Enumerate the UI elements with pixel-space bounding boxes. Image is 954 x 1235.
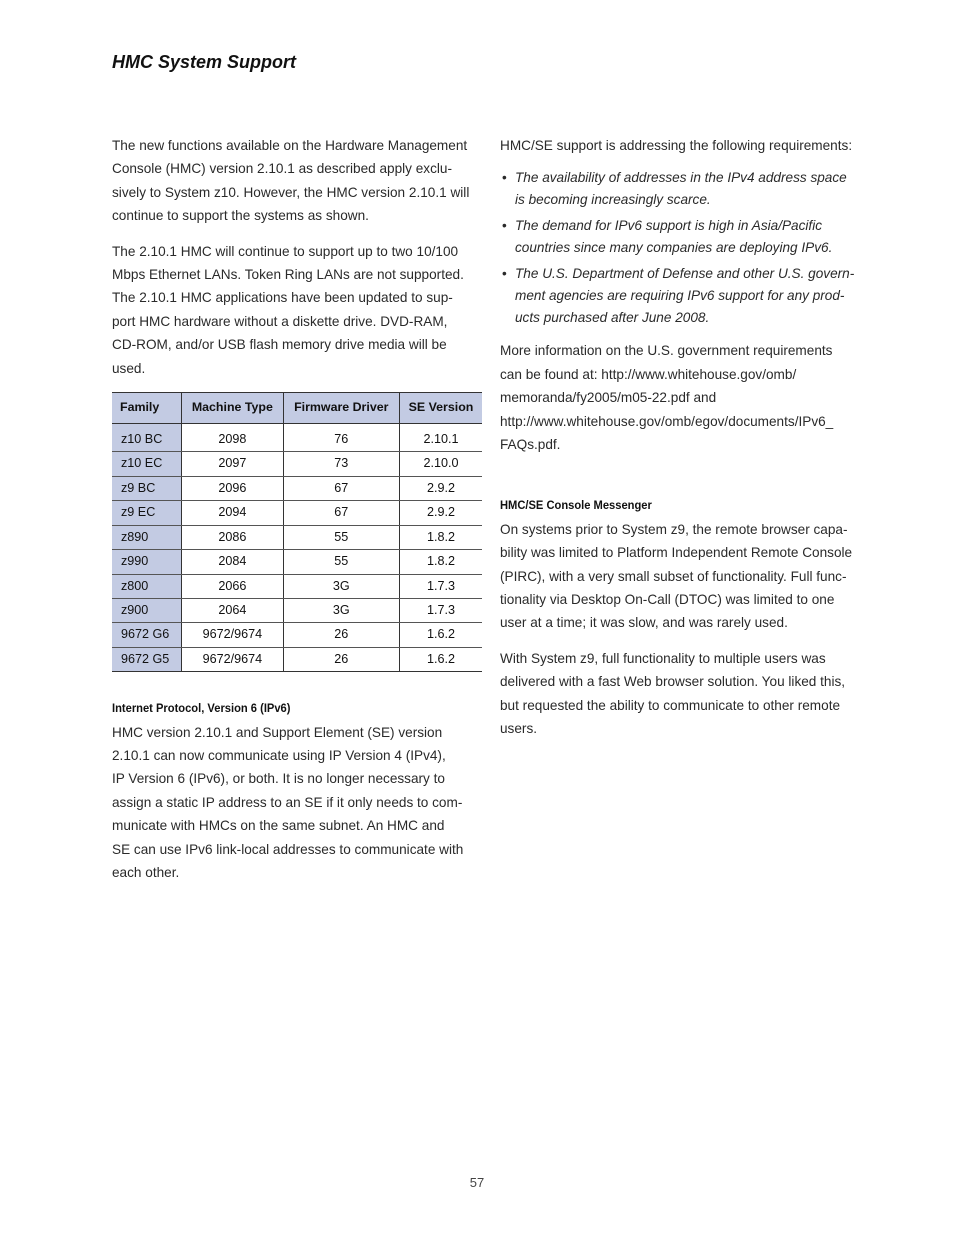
- firmware-driver-cell: 3G: [283, 598, 399, 622]
- table-row: [112, 550, 482, 574]
- machine-type-cell: 2094: [182, 501, 283, 525]
- table-row: [112, 647, 482, 671]
- firmware-driver-cell: 26: [283, 623, 399, 647]
- se-version-cell: 1.6.2: [399, 647, 482, 671]
- page-title: HMC System Support: [112, 52, 297, 72]
- table-header-row: [112, 393, 482, 424]
- se-version-cell: 1.8.2: [399, 525, 482, 549]
- machine-type-cell: 2064: [182, 598, 283, 622]
- machine-type-cell: 9672/9674: [182, 647, 283, 671]
- table-row: [112, 501, 482, 525]
- se-version-cell: 1.7.3: [399, 598, 482, 622]
- firmware-driver-cell: 73: [283, 452, 399, 476]
- family-cell: z990: [112, 550, 182, 574]
- firmware-driver-cell: 76: [283, 424, 399, 452]
- bullet-icon: •: [502, 266, 507, 282]
- bullet-icon: •: [502, 170, 507, 186]
- column-header-family: Family: [112, 393, 182, 424]
- table-row: [112, 525, 482, 549]
- ipv6-section-heading: Internet Protocol, Version 6 (IPv6): [112, 701, 291, 716]
- ipv6-paragraph: HMC version 2.10.1 and Support Element (SE) version 2.10.1 can now communicate using IP Version 4 (IPv4), IP Version 6 (IPv6), or both. It is no longer necessary to assign a static IP address to an SE if it only needs to com- municate with HMCs on the same subnet. An HMC and SE can use IPv6 link-local addresses to communicate with each other.: [112, 724, 464, 880]
- left-column: [112, 134, 484, 896]
- table-row: [112, 598, 482, 622]
- lan-support-paragraph: The 2.10.1 HMC will continue to support up to two 10/100 Mbps Ethernet LANs. Token Ring LANs are not supported. The 2.10.1 HMC applications have been updated to sup- port HMC hardware without a diskette drive. DVD-RAM, CD-ROM, and/or USB flash memory drive media will be used.: [112, 243, 464, 376]
- right-column: [500, 134, 872, 753]
- table-row: [112, 476, 482, 500]
- column-header-firmware-driver: Firmware Driver: [283, 393, 399, 424]
- system-support-table: [112, 392, 482, 672]
- family-cell: z9 EC: [112, 501, 182, 525]
- machine-type-cell: 2084: [182, 550, 283, 574]
- machine-type-cell: 9672/9674: [182, 623, 283, 647]
- firmware-driver-cell: 55: [283, 525, 399, 549]
- console-messenger-paragraph: On systems prior to System z9, the remote browser capa- bility was limited to Platform Independent Remote Console (PIRC), with a very small subset of functionality. Full func- tionality via Desktop On-Call (DTOC) was limited to one user at a time; it was slow, and was rarely used.: [500, 521, 853, 631]
- list-item: • The availability of addresses in the IPv4 address space is becoming increasingly scarce.: [500, 167, 872, 211]
- firmware-driver-cell: 67: [283, 501, 399, 525]
- requirements-list: [500, 167, 872, 329]
- family-cell: z800: [112, 574, 182, 598]
- requirements-intro: HMC/SE support is addressing the following requirements:: [500, 138, 853, 153]
- family-cell: z10 BC: [112, 424, 182, 452]
- table-row: [112, 574, 482, 598]
- se-version-cell: 2.10.1: [399, 424, 482, 452]
- firmware-driver-cell: 67: [283, 476, 399, 500]
- machine-type-cell: 2097: [182, 452, 283, 476]
- se-version-cell: 1.7.3: [399, 574, 482, 598]
- console-messenger-heading: HMC/SE Console Messenger: [500, 498, 652, 513]
- family-cell: 9672 G6: [112, 623, 182, 647]
- machine-type-cell: 2096: [182, 476, 283, 500]
- machine-type-cell: 2098: [182, 424, 283, 452]
- bullet-icon: •: [502, 218, 507, 234]
- machine-type-cell: 2086: [182, 525, 283, 549]
- intro-paragraph: The new functions available on the Hardware Management Console (HMC) version 2.10.1 as described apply exclu- sively to System z10. However, the HMC version 2.10.1 will continue to support the systems as shown.: [112, 138, 470, 224]
- firmware-driver-cell: 26: [283, 647, 399, 671]
- family-cell: z900: [112, 598, 182, 622]
- machine-type-cell: 2066: [182, 574, 283, 598]
- firmware-driver-cell: 3G: [283, 574, 399, 598]
- table-row: [112, 424, 482, 452]
- list-item: • The U.S. Department of Defense and other U.S. govern- ment agencies are requiring IPv6 support for any prod- ucts purchased after June 2008.: [500, 263, 872, 329]
- family-cell: z9 BC: [112, 476, 182, 500]
- family-cell: 9672 G5: [112, 647, 182, 671]
- family-cell: z10 EC: [112, 452, 182, 476]
- page-number: 57: [469, 1175, 485, 1190]
- table-row: [112, 452, 482, 476]
- se-version-cell: 1.8.2: [399, 550, 482, 574]
- family-cell: z890: [112, 525, 182, 549]
- se-version-cell: 2.9.2: [399, 501, 482, 525]
- se-version-cell: 2.9.2: [399, 476, 482, 500]
- se-version-cell: 2.10.0: [399, 452, 482, 476]
- column-header-se-version: SE Version: [399, 393, 482, 424]
- se-version-cell: 1.6.2: [399, 623, 482, 647]
- column-header-machine-type: Machine Type: [182, 393, 283, 424]
- firmware-driver-cell: 55: [283, 550, 399, 574]
- table-row: [112, 623, 482, 647]
- list-item: • The demand for IPv6 support is high in Asia/Pacific countries since many companies are deploying IPv6.: [500, 215, 872, 259]
- z9-functionality-paragraph: With System z9, full functionality to multiple users was delivered with a fast Web browser solution. You liked this, but requested the ability to communicate to other remote users.: [500, 650, 846, 737]
- more-info-paragraph: More information on the U.S. government requirements can be found at: http://www.whitehouse.gov/omb/ memoranda/fy2005/m05-22.pdf and http://www.whitehouse.gov/omb/egov/documents/IPv6_ FAQs.pdf.: [500, 343, 834, 453]
